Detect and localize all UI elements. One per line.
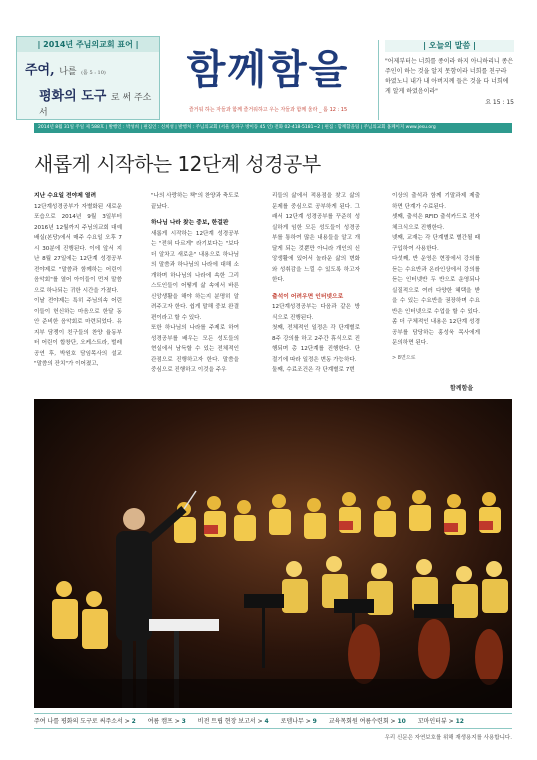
verse-reference: 요 15 : 15 xyxy=(485,99,514,106)
paragraph: 셋째, 출석은 RFID 출석카드로 전자 체크식으로 진행한다. xyxy=(392,214,480,231)
verse-box xyxy=(378,40,514,120)
article-column-3 xyxy=(272,191,360,376)
verse-heading: | 오늘의 말씀 | xyxy=(385,40,514,52)
motto-line-1-small: 나를 xyxy=(59,67,77,77)
motto-line-1-ref: (롬 5 : 10) xyxy=(81,70,106,76)
paragraph: 12단계성경공부가 자별화된 새로운 포습으로 2014년 9월 3일부터 2016년 12월까지 주님의교회 대예배실(본당)에서 매주 수요일 오후 7시 30분에 진행된다. 이에 앞서 지난 8월 27일에는 12단계 성경공부 전야제로 "말씀과 함께하는 어린이 음악회"를 열어 아이들이 먼저 말씀으로 하나되는 귀한 시간을 가졌다. xyxy=(34,203,122,294)
contents-bar xyxy=(34,713,512,729)
subheading: 지난 수요일 전야제 열려 xyxy=(34,193,97,199)
continued-note: > 8면으로 xyxy=(392,354,416,361)
verse-text: "어제부터는 너희를 종이라 하지 아니하리니 종은 주인이 하는 것을 알지 못함이라 너희를 친구라 하였노니 내가 내 아버지께 들은 것을 다 너희에게 알게 하였음이라" xyxy=(385,58,514,95)
paragraph: 또한 하나님의 나라를 주제로 하여 성경공부를 배우는 모든 성도들의 현실에서 남득할 수 있는 전체적인 관점으로 진행하고자 한다. 말씀을 중심으로 진행하고 이것을 주우 xyxy=(151,325,239,373)
article-column-4 xyxy=(392,191,480,363)
contents-item[interactable]: 꼬마인터뷰 > 12 xyxy=(417,718,464,725)
paragraph: 리들의 삶에서 적용점을 찾고 삶의 문제를 중심으로 공부하게 된다. 그래서 12단계 성경공부를 꾸준히 성실하게 임한 모든 성도들이 성경공부를 통하여 많은 내용들을 알고 개달게 되는 것뿐만 아니라 개인의 신앙생활에 있어서 놀라운 삶의 변화와 성취감을 느낄 수 있도록 하고자 한다. xyxy=(272,193,360,283)
concert-photo xyxy=(34,399,512,708)
contents-item[interactable]: 여름 캠프 > 3 xyxy=(147,718,186,725)
motto-line-1-big: 주여, xyxy=(25,63,55,78)
paragraph: 다섯째, 반 운영은 현장에서 강의를 듣는 수요반과 온라인상에서 강의를 듣는 인터넷반 두 반으로 운영되나 실질적으로 여러 다양한 혜택을 받을 수 있는 수요반을 권장하며 수요반은 인터넷으로 수업을 할 수 있다. 좀 더 구체적인 내용은 12단계 성경공부를 담당하는 홍성욱 목사에게 문의하면 된다. xyxy=(392,256,480,346)
paragraph: 첫째, 전체적인 일정은 각 단계별로 8주 강의를 하고 2주간 휴식으로 진행되며 총 12단계를 진행한다. 단 절기에 따라 일정은 변동 가능하다. xyxy=(272,325,360,363)
motto-line-2-small: 로 써 주소서 xyxy=(39,93,152,118)
contents-item[interactable]: 비전 트립 현장 보고서 > 4 xyxy=(197,718,269,725)
recycled-paper-note: 우리 신문은 자연보호를 위해 재생용지를 사용합니다. xyxy=(384,735,512,741)
motto-line-2-big: 평화의 도구 xyxy=(39,89,107,104)
concert-photo-illustration xyxy=(34,399,512,708)
paragraph: "나의 사랑하는 책"의 찬양과 축도로 끝났다. xyxy=(151,193,239,210)
contents-item[interactable]: 주여 나를 평화의 도구로 써주소서 > 2 xyxy=(34,718,136,725)
paragraph: 12단계성경공부는 다음과 같은 방식으로 진행된다. xyxy=(272,304,360,321)
contents-item[interactable]: 로뎀나무 > 9 xyxy=(280,718,317,725)
subheading: 하나님 나라 찾는 중보, 한걸판 xyxy=(151,220,229,226)
paragraph: 새롭게 시작하는 12단계 성경공부는 "전혀 다르게" 라기보다는 "보다 더 알차고 새로운" 내용으로 하나님의 말씀과 하나님의 나라에 대해 소개하며 하나님의 나라에 속한 그리스도인들이 어떻게 삶 속에서 바른 신앙생활을 해야 하는지 분명히 알려주고자 한다. 쉽게 말해 중보 완결편이라고 할 수 있다. xyxy=(151,230,239,321)
contents-item[interactable]: 교육목회원 여름수련회 > 10 xyxy=(328,718,406,725)
masthead-tagline: 즐거워 하는 자들과 함께 즐거워하고 우는 자들과 함께 울라 _ 롬 12 : 15 xyxy=(188,107,348,113)
issue-info-bar: 2014년 8월 31일 주일 제 588호 | 발행인 : 박성희 | 편집인 : 신희성 | 발행처 : 주님의교회 (서울 송파구 방이동 45 인) 전화 02-418-5181~2 | 편집 : 함께함을팀 | 주님의교회 홈페이지 www.jesu.org xyxy=(34,123,512,133)
motto-box xyxy=(16,36,160,120)
subheading: 출석이 어려우면 인터넷으로 xyxy=(272,293,344,300)
paragraph: 이날 전야제는 특히 주님의속 어린이들이 헌신하는 마음으로 한달 동안 준비한 음악회로 마련되었다. 유지부 담쟁이 친구들의 찬양 율동부터 어린이 합창단, 오케스트라, 벌레 공연 후, 박원호 담임목사의 설교 "말씀의 잔치"가 이어졌고, xyxy=(34,298,122,367)
article-column-2 xyxy=(151,191,239,376)
motto-line-1 xyxy=(25,59,106,78)
headline: 새롭게 시작하는 12단계 성경공부 xyxy=(34,152,321,176)
paragraph: 둘째, 수료조건은 각 단계별로 7번 xyxy=(272,367,355,373)
paragraph: 이상의 출석과 함께 기말과제 제출하면 단계가 수료된다. xyxy=(392,193,480,210)
article-signature: 함께함을 xyxy=(450,385,474,392)
article-column-1 xyxy=(34,191,122,370)
masthead-title: 함께함을 xyxy=(186,47,350,93)
motto-line-2 xyxy=(39,85,159,119)
article-body xyxy=(34,191,512,391)
motto-heading: | 2014년 주님의교회 표어 | xyxy=(17,37,159,52)
paragraph: 넷째, 교재는 각 단계별로 별간될 때 구입하여 사용한다. xyxy=(392,235,480,252)
